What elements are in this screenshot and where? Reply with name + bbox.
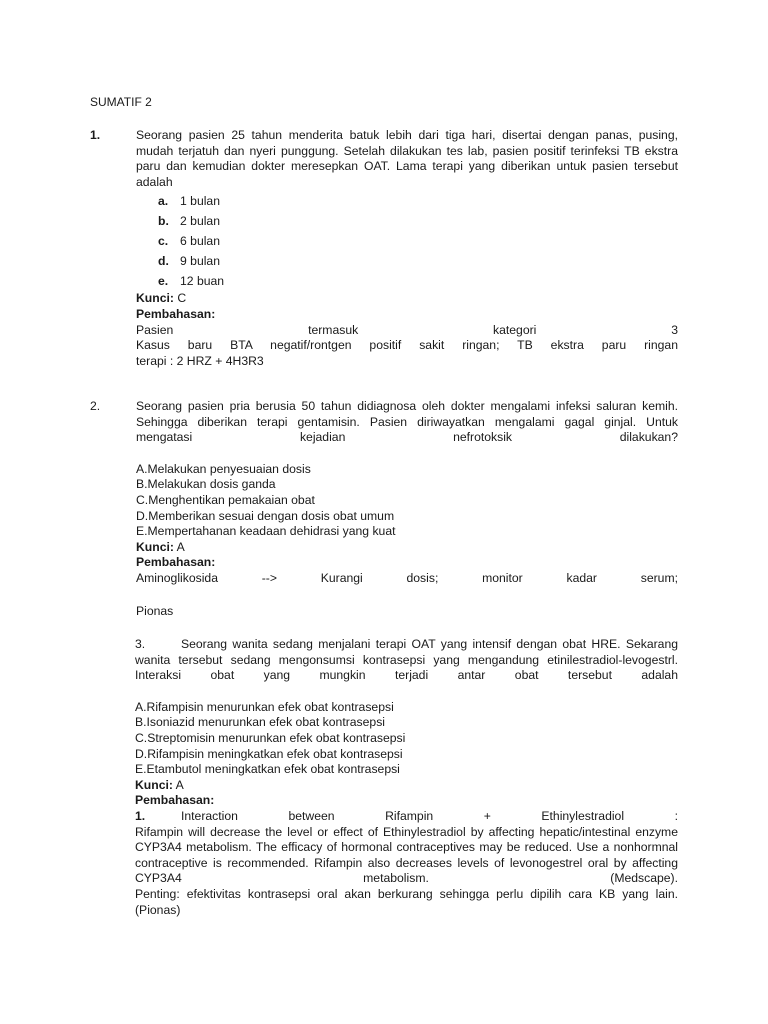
answer-options [158,192,678,291]
question-text-line: Seorang pasien 25 tahun menderita batuk lebih dari tiga hari, disertai dengan panas, pusing, [136,128,678,142]
question-3 [135,637,678,918]
answer-option: e. 12 buan [158,273,225,288]
answer-option: A.Melakukan penyesuaian dosis [136,461,311,476]
question-number: 2. [90,399,101,413]
explanation-line: CYP3A4 metabolism. The efficacy of hormonal contraceptives may be reduced. Use a nonhormnal [135,840,678,855]
answer-option: E.Etambutol meningkatkan efek obat kontrasepsi [135,762,400,777]
explanation-line: Pasien termasuk kategori 3 [136,322,678,337]
explanation-line: 1. Interaction between Rifampin + Ethinylestradiol : [135,808,678,823]
explanation-line: Rifampin will decrease the level or effect of Ethinylestradiol by affecting hepatic/intestinal enzyme [135,824,678,839]
explanation-source: (Pionas) [135,902,181,917]
explanation-line: terapi : 2 HRZ + 4H3R3 [136,353,264,368]
explanation-line: Aminoglikosida --> Kurangi dosis; monitor kadar serum; [136,570,678,585]
explanation-line: Penting: efektivitas kontrasepsi oral akan berkurang sehingga perlu dipilih cara KB yang lain. [135,886,678,901]
answer-option: B.Melakukan dosis ganda [136,477,276,492]
answer-option: D.Memberikan sesuai dengan dosis obat umum [136,508,395,523]
explanation-line: Kasus baru BTA negatif/rontgen positif sakit ringan; TB ekstra paru ringan [136,338,678,353]
question-text-line: adalah [136,174,173,189]
question-text-line: mudah terjatuh dan nyeri punggung. Setelah dilakukan tes lab, pasien positif terinfeksi TB ekstra [136,143,678,158]
explanation-source: Pionas [136,603,174,618]
answer-key: Kunci: A [136,539,185,554]
question-number: 3. [135,637,146,651]
explanation-line: contraceptive is recommended. Rifampin also decreases levels of levonogestrel oral by affecting [135,855,678,870]
answer-option: b. 2 bulan [158,214,220,229]
question-text-line: mengatasi kejadian nefrotoksik dilakukan? [136,430,678,445]
question-text-line: Seorang pasien pria berusia 50 tahun didiagnosa oleh dokter mengalami infeksi saluran kemih. [136,399,678,413]
question-text-line: Interaksi obat yang mungkin terjadi antar obat tersebut adalah [135,668,678,683]
answer-key: Kunci: C [136,291,187,306]
explanation-line: CYP3A4 metabolism. (Medscape). [135,871,678,886]
answer-option: E.Mempertahanan keadaan dehidrasi yang kuat [136,524,396,539]
answer-option: C.Menghentikan pemakaian obat [136,492,315,507]
question-text-line: wanita tersebut sedang mengonsumsi kontrasepsi yang mengandung etinilestradiol-levogestrl. [135,652,678,667]
question-number: 1. [90,128,101,142]
answer-option: C.Streptomisin menurunkan efek obat kontrasepsi [135,730,406,745]
question-text-line: Sehingga diberikan terapi gentamisin. Pasien diriwayatkan mengalami gagal ginjal. Untuk [136,414,678,429]
question-text-line: 3. Seorang wanita sedang menjalani terapi OAT yang intensif dengan obat HRE. Sekarang [135,637,678,651]
explanation-label: Pembahasan: [135,793,215,808]
answer-option: d. 9 bulan [158,253,220,268]
document-title: SUMATIF 2 [90,95,152,109]
question-text-line: paru dan kemudian dokter meresepkan OAT. Lama terapi yang diberikan untuk pasien tersebut [136,159,678,174]
explanation-label: Pembahasan: [136,306,216,321]
answer-option: A.Rifampisin menurunkan efek obat kontrasepsi [135,699,394,714]
answer-option: B.Isoniazid menurunkan efek obat kontrasepsi [135,715,385,730]
answer-option: D.Rifampisin meningkatkan efek obat kontrasepsi [135,746,403,761]
explanation-label: Pembahasan: [136,555,216,570]
answer-key: Kunci: A [135,777,184,792]
question-2 [90,399,678,619]
answer-option: a. 1 bulan [158,194,220,209]
question-1 [90,128,678,369]
answer-option: c. 6 bulan [158,233,220,248]
